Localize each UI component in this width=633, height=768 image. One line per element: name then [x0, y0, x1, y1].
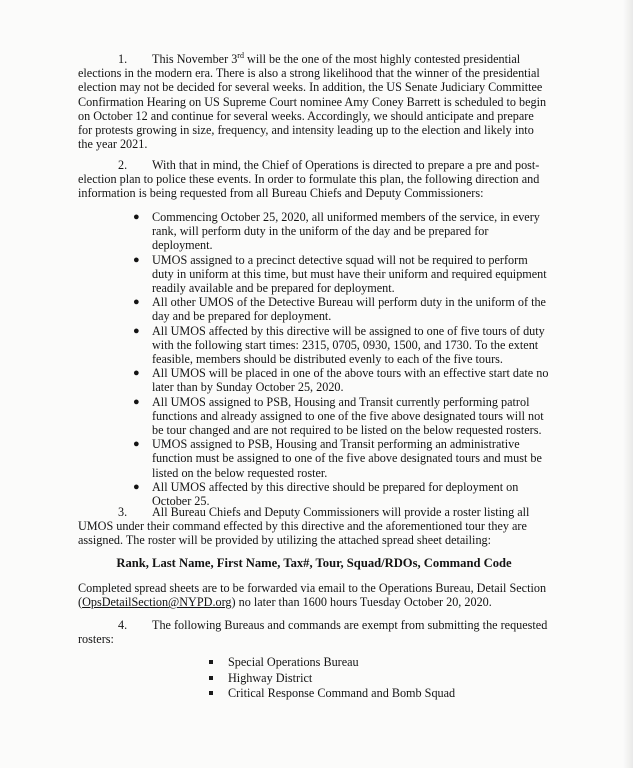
- bullet-item: ● All other UMOS of the Detective Bureau will perform duty in the uniform of the day and be prepared for deployment.: [133, 295, 546, 324]
- bullet-item: ● All UMOS will be placed in one of the above tours with an effective start date no later than by Sunday October 25, 2020.: [133, 366, 549, 395]
- bullet-item: ● All UMOS assigned to PSB, Housing and Transit currently performing patrol functions and already assigned to one of the five above designated tours will not be tour changed and are not required to be listed on the below requested rosters.: [133, 394, 544, 438]
- bullet-dot-icon: ●: [133, 438, 140, 451]
- paragraph-1-text-a: This November 3: [152, 52, 238, 66]
- bullet-dot-icon: ●: [133, 480, 140, 493]
- forwarding-paragraph: [78, 581, 550, 609]
- forwarding-text-b: ) no later than 1600 hours Tuesday October 20, 2020.: [231, 595, 492, 610]
- paragraph-4-text: The following Bureaus and commands are exempt from submitting the requested rosters:: [78, 618, 548, 647]
- bullet-dot-icon: ●: [133, 296, 140, 309]
- bullet-dot-icon: ●: [133, 367, 140, 380]
- roster-fields-heading: Rank, Last Name, First Name, Tax#, Tour, Squad/RDOs, Command Code: [116, 556, 512, 570]
- paragraph-3: [78, 505, 550, 548]
- bullet-item: ● UMOS assigned to PSB, Housing and Transit performing an administrative function must be assigned to one of the five above designated tours and must be listed on the below requested roster.: [133, 437, 542, 480]
- page-edge-shadow: [623, 0, 633, 768]
- bullet-item: ● All UMOS affected by this directive should be prepared for deployment on October 25.: [133, 479, 519, 509]
- bullet-dot-icon: ●: [133, 395, 140, 408]
- paragraph-3-text: All Bureau Chiefs and Deputy Commissioners will provide a roster listing all UMOS under their command effected by this directive and the aforementioned tour they are assigned. The roster will be provided by utilizing the attached spread sheet detailing:: [78, 505, 530, 548]
- exempt-list-item: Critical Response Command and Bomb Squad: [205, 686, 455, 702]
- paragraph-1: [78, 52, 550, 151]
- paragraph-2: [78, 158, 550, 201]
- paragraph-2-text: With that in mind, the Chief of Operations is directed to prepare a pre and post-election plan to police these events. In order to formulate this plan, the following direction and information is being requested from all Bureau Chiefs and Deputy Commissioners:: [78, 158, 540, 201]
- bullet-dot-icon: ●: [133, 211, 140, 223]
- bullet-dot-icon: ●: [133, 324, 140, 337]
- bullet-item: ● All UMOS affected by this directive will be assigned to one of five tours of duty with the following start times: 2315, 0705, 0930, 1500, and 1730. To the extent feasible, members should be distributed evenly to each of the five tours.: [133, 323, 545, 367]
- square-bullet-icon: [209, 676, 213, 680]
- square-bullet-icon: [209, 660, 213, 664]
- bullet-item: ● UMOS assigned to a precinct detective squad will not be required to perform duty in uniform at this time, but must have their uniform and required equipment readily available and be prepared for deployment.: [133, 252, 547, 296]
- directive-bullet-list: [126, 210, 550, 508]
- paragraph-1-text-b: will be the one of the most highly contested presidential elections in the modern era. There is also a strong likelihood that the winner of the presidential election may not be decided for several weeks. In addition, the US Senate Judiciary Committee Confirmation Hearing on US Supreme Court nominee Amy Coney Barrett is scheduled to begin on October 12 and continue for several weeks. Accordingly, we should anticipate and prepare for protests growing in size, frequency, and intensity leading up to the election and likely into the year 2021.: [78, 52, 547, 152]
- exempt-list-item: Special Operations Bureau: [205, 655, 455, 671]
- bullet-dot-icon: ●: [133, 253, 140, 266]
- paragraph-3-number: 3.: [118, 505, 128, 519]
- forwarding-text-a: Completed spread sheets are to be forwarded via email to the Operations Bureau, Detail Section (: [78, 581, 547, 610]
- paragraph-4-number: 4.: [118, 618, 128, 632]
- square-bullet-icon: [209, 691, 213, 695]
- exempt-commands-list: [205, 655, 455, 702]
- email-link[interactable]: OpsDetailSection@NYPD.org: [82, 595, 232, 610]
- paragraph-2-number: 2.: [118, 158, 128, 172]
- bullet-item: ● Commencing October 25, 2020, all uniformed members of the service, in every rank, will perform duty in the uniform of the day and be prepared for deployment.: [133, 210, 540, 253]
- paragraph-4: [78, 618, 550, 646]
- paragraph-1-number: 1.: [118, 52, 128, 66]
- paragraph-1-superscript: rd: [237, 50, 244, 60]
- exempt-list-item: Highway District: [205, 671, 455, 687]
